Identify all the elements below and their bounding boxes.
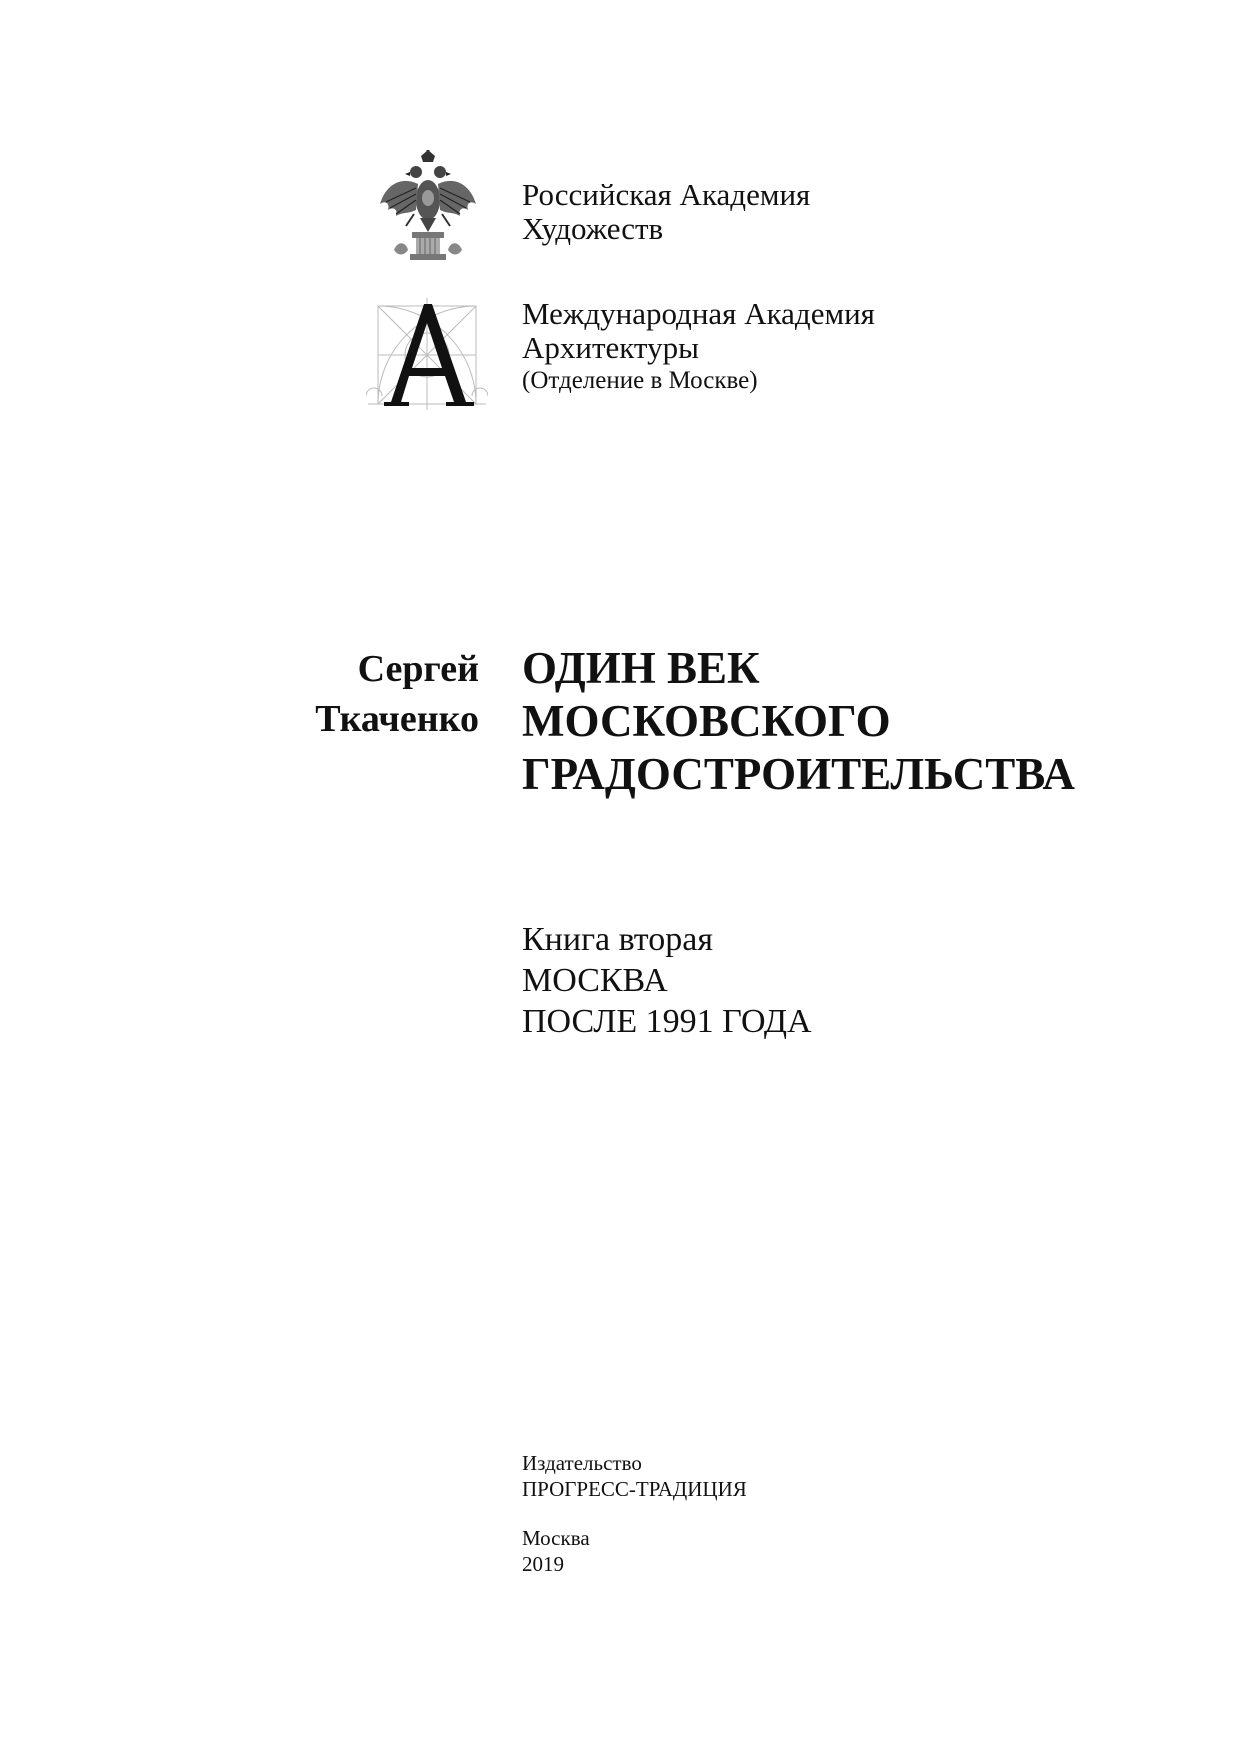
book-subtitle	[522, 919, 812, 1042]
subtitle-line: Книга вторая	[522, 921, 713, 958]
imprint-year: 2019	[522, 1552, 564, 1576]
institution-academy-of-arts	[522, 178, 810, 246]
institution-academy-of-architecture	[522, 297, 875, 397]
institution-line: Архитектуры	[522, 330, 699, 365]
publisher-label: Издательство	[522, 1451, 642, 1475]
imprint-city: Москва	[522, 1526, 590, 1550]
publisher-name: ПРОГРЕСС-ТРАДИЦИЯ	[522, 1477, 747, 1501]
title-line: ГРАДОСТРОИТЕЛЬСТВА	[522, 749, 1075, 799]
subtitle-line: МОСКВА	[522, 962, 668, 999]
institution-branch: (Отделение в Москве)	[522, 367, 758, 394]
author-name	[315, 644, 479, 744]
letter-a-geometric-icon	[366, 298, 488, 410]
institution-line: Российская Академия	[522, 177, 811, 212]
subtitle-line: ПОСЛЕ 1991 ГОДА	[522, 1003, 812, 1040]
institution-line: Художеств	[522, 211, 664, 246]
book-title	[522, 642, 1075, 801]
author-first-name: Сергей	[357, 648, 479, 690]
double-headed-eagle-icon	[372, 150, 484, 262]
title-line: ОДИН ВЕК	[522, 643, 760, 693]
author-last-name: Ткаченко	[315, 698, 479, 740]
publisher	[522, 1450, 747, 1502]
imprint	[522, 1525, 590, 1577]
institution-line: Международная Академия	[522, 296, 875, 331]
title-line: МОСКОВСКОГО	[522, 696, 891, 746]
